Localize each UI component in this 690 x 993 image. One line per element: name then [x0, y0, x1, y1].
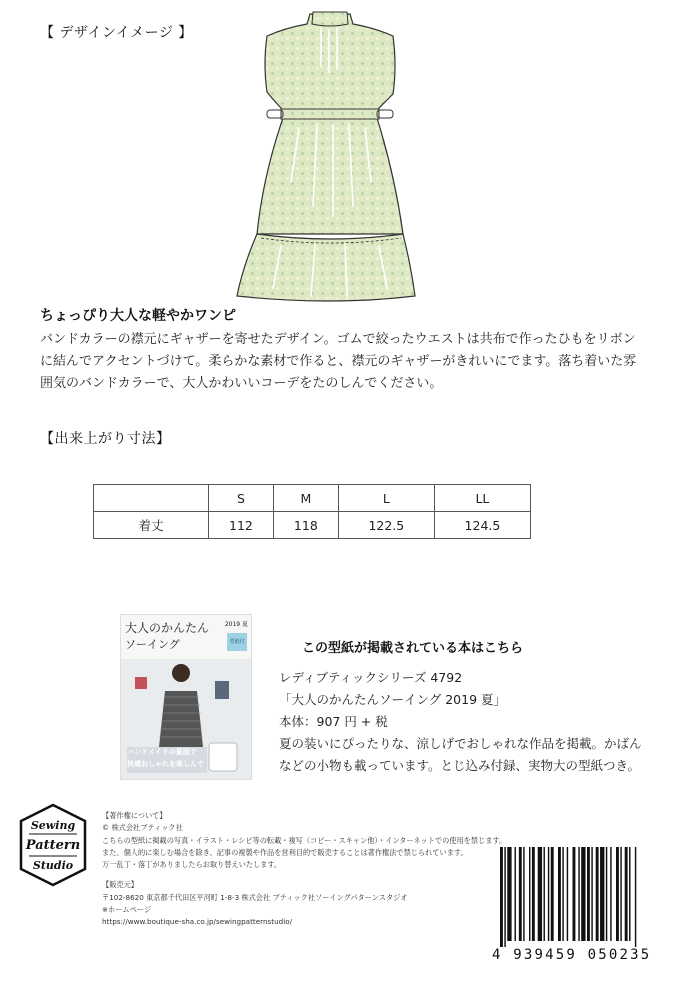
copyright-block: [102, 810, 522, 929]
barcode: [492, 847, 685, 982]
design-section-title: 【 デザインイメージ 】: [40, 25, 193, 41]
size-header-ll: LL: [434, 485, 530, 512]
copyright-line-1: こちらの型紙に掲載の写真・イラスト・レシピ等の転載・複写（コピー・スキャン他）・インターネットでの使用を禁じます。: [102, 835, 507, 845]
seller-address: 〒102-8620 東京都千代田区平河町 1-8-3 株式会社 ブティック社ソーイングパターンスタジオ: [102, 892, 408, 902]
homepage-label: ※ホームページ: [102, 905, 152, 915]
book-price: 本体：907 円 + 税: [279, 714, 388, 729]
sewing-pattern-studio-logo: [19, 803, 87, 887]
logo-line-1: Sewing: [30, 819, 76, 832]
size-value-ll: 124.5: [434, 512, 530, 539]
design-description: バンドカラーの襟元にギャザーを寄せたデザイン。ゴムで絞ったウエストは共布で作ったひもをリボンに結んでアクセントづけて。柔らかな素材で作ると、襟元のギャザーがきれいにでます。落ち着いた雰囲気のバンドカラーで、大人かわいいコーデをたのしんでください。: [40, 332, 637, 391]
book-series: レディブティックシリーズ 4792: [279, 670, 463, 685]
book-blurb-2: などの小物も載っています。とじ込み付録、実物大の型紙つき。: [279, 758, 641, 773]
logo-line-2: Pattern: [25, 838, 81, 853]
copyright-owner: © 株式会社ブティック社: [102, 823, 183, 833]
homepage-url[interactable]: https://www.boutique-sha.co.jp/sewingpatternstudio/: [102, 917, 293, 927]
size-value-s: 112: [209, 512, 274, 539]
size-section-title: 【出来上がり寸法】: [40, 431, 171, 447]
size-table-row: [94, 512, 531, 539]
design-headline: ちょっぴり大人な軽やかワンピ: [40, 308, 236, 324]
logo-line-3: Studio: [32, 859, 74, 872]
size-value-l: 122.5: [338, 512, 434, 539]
size-row-label: 着丈: [94, 512, 209, 539]
size-header-s: S: [209, 485, 274, 512]
book-cover-image: [120, 614, 252, 780]
cover-title-2: ソーイング: [125, 638, 180, 651]
barcode-number: 4 939459 050235: [492, 947, 652, 963]
size-value-m: 118: [273, 512, 338, 539]
size-table-header-row: [94, 485, 531, 512]
cover-title-1: 大人のかんたん: [125, 621, 210, 635]
size-header-l: L: [338, 485, 434, 512]
barcode-bars: [492, 847, 685, 947]
copyright-heading: 【著作権について】: [102, 811, 167, 820]
book-blurb-1: 夏の装いにぴったりな、涼しげでおしゃれな作品を掲載。かばん: [279, 736, 642, 751]
copyright-line-3: 万一乱丁・落丁がありましたらお取り替えいたします。: [102, 860, 282, 870]
cover-catch-2: 快適おしゃれを楽しんで: [127, 760, 204, 768]
size-header-m: M: [273, 485, 338, 512]
seller-heading: 【販売元】: [102, 880, 138, 890]
book-name: 「大人のかんたんソーイング 2019 夏」: [279, 692, 507, 707]
cover-issue: 2019 夏: [224, 621, 248, 628]
book-info: [279, 667, 642, 777]
book-heading: この型紙が掲載されている本はこちら: [302, 641, 524, 656]
cover-badge: 型紙付: [227, 633, 247, 651]
size-table: [93, 484, 531, 539]
copyright-line-2: また、個人的に楽しむ場合を除き、記事の複製や作品を営利目的で販売することは著作権法で禁じられています。: [102, 847, 468, 857]
size-header-blank: [94, 485, 209, 512]
cover-catch-1: ハンドメイドの夏服で: [127, 748, 197, 756]
dress-illustration: [225, 6, 435, 306]
